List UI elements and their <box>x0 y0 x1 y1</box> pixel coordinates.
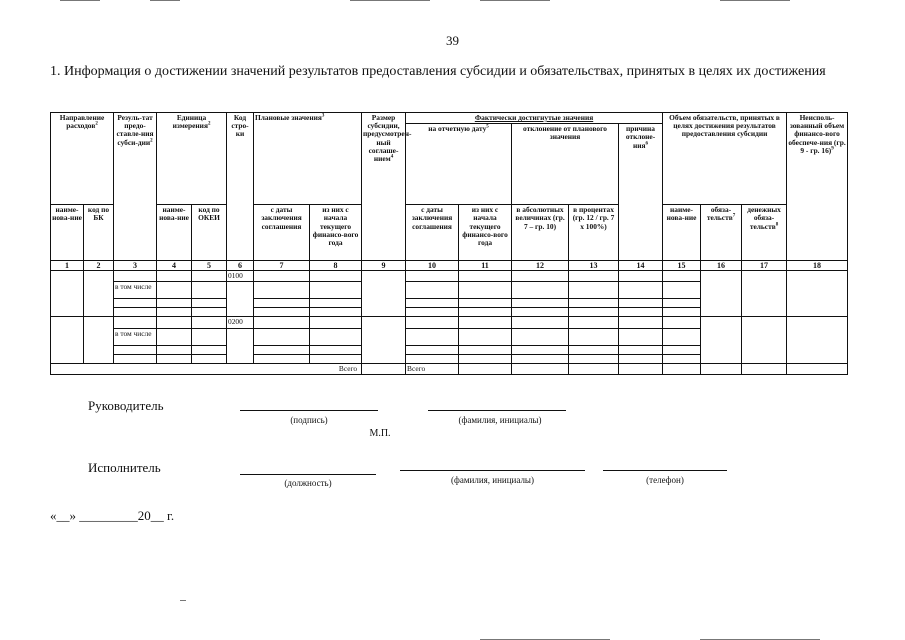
table-cell[interactable] <box>254 271 310 282</box>
col-number: 18 <box>787 261 848 271</box>
table-cell[interactable] <box>227 328 254 363</box>
col-number: 2 <box>84 261 114 271</box>
table-cell[interactable] <box>663 282 701 299</box>
table-cell[interactable] <box>512 317 569 328</box>
table-cell[interactable] <box>157 328 192 345</box>
table-cell[interactable] <box>569 328 619 345</box>
mp-label: М.П. <box>369 428 391 439</box>
phone-line[interactable] <box>603 470 727 471</box>
table-cell[interactable] <box>619 308 663 317</box>
table-cell[interactable] <box>569 271 619 282</box>
table-cell[interactable] <box>787 317 848 363</box>
table-cell[interactable] <box>512 282 569 299</box>
table-cell[interactable] <box>569 345 619 354</box>
col-number: 13 <box>569 261 619 271</box>
table-cell[interactable] <box>512 345 569 354</box>
col-number: 6 <box>227 261 254 271</box>
podpis-caption: (подпись) <box>290 415 328 425</box>
table-cell[interactable] <box>157 308 192 317</box>
col-number: 15 <box>663 261 701 271</box>
col-number: 3 <box>114 261 157 271</box>
total-row <box>51 363 848 374</box>
table-cell[interactable] <box>51 317 84 363</box>
table-cell[interactable] <box>114 299 157 308</box>
header-prichina: причина отклоне-ния$^6$ <box>619 124 663 261</box>
table-cell[interactable] <box>157 345 192 354</box>
results-table <box>50 112 848 375</box>
table-cell[interactable] <box>569 317 619 328</box>
header-iz-nih-2: из них с начала текущего финансо-вого года <box>459 205 512 261</box>
table-cell[interactable] <box>310 354 362 363</box>
signature-line[interactable] <box>240 410 378 411</box>
table-cell[interactable] <box>701 271 742 317</box>
table-cell[interactable] <box>619 328 663 345</box>
table-cell[interactable] <box>254 328 310 345</box>
table-cell[interactable] <box>459 308 512 317</box>
scan-edge-mark <box>480 0 550 1</box>
col-number: 17 <box>742 261 787 271</box>
table-cell[interactable] <box>619 354 663 363</box>
header-abs: в абсолютных величинах (гр. 7 – гр. 10) <box>512 205 569 261</box>
table-cell[interactable] <box>157 271 192 282</box>
table-cell[interactable] <box>310 271 362 282</box>
header-napravlenie: Направление расходов$^2$ <box>51 113 114 205</box>
total-label: Всего <box>406 363 459 374</box>
table-cell[interactable] <box>254 345 310 354</box>
table-cell[interactable] <box>512 354 569 363</box>
header-kod-bk: код по БК <box>84 205 114 261</box>
header-fakt: Фактически достигнутые значения <box>406 113 663 124</box>
header-obyaz: обяза-тельств$^7$ <box>701 205 742 261</box>
scan-edge-mark <box>60 0 100 1</box>
table-cell[interactable] <box>192 308 227 317</box>
table-cell[interactable] <box>362 363 406 374</box>
table-row <box>51 317 848 328</box>
header-s-daty-1: с даты заключения соглашения <box>254 205 310 261</box>
table-cell[interactable] <box>406 354 459 363</box>
table-cell[interactable] <box>114 354 157 363</box>
header-iz-nih-1: из них с начала текущего финансо-вого года <box>310 205 362 261</box>
table-cell[interactable] <box>459 363 512 374</box>
scan-edge-mark <box>350 0 430 1</box>
header-pct: в процентах (гр. 12 / гр. 7 х 100%) <box>569 205 619 261</box>
table-cell[interactable] <box>512 271 569 282</box>
header-obem: Объем обязательств, принятых в целях достижения результатов предоставления субсидии <box>663 113 787 205</box>
table-cell[interactable] <box>619 299 663 308</box>
table-cell[interactable] <box>701 363 742 374</box>
col-number: 1 <box>51 261 84 271</box>
table-cell[interactable] <box>512 299 569 308</box>
table-cell[interactable] <box>310 299 362 308</box>
table-cell[interactable] <box>192 299 227 308</box>
table-cell[interactable] <box>787 363 848 374</box>
table-cell[interactable] <box>569 363 619 374</box>
header-razmer: Размер субсидии, предусмотрен-ный соглаше-нием$^4$ <box>362 113 406 261</box>
table-cell[interactable] <box>310 282 362 299</box>
table-cell[interactable] <box>663 345 701 354</box>
table-cell[interactable] <box>512 308 569 317</box>
header-otklonenie: отклонение от планового значения <box>512 124 619 205</box>
table-cell[interactable] <box>787 271 848 317</box>
table-cell[interactable] <box>192 282 227 299</box>
table-cell[interactable] <box>192 354 227 363</box>
col-number: 14 <box>619 261 663 271</box>
fio-line-2[interactable] <box>400 470 585 471</box>
table-cell[interactable] <box>742 271 787 317</box>
col-number: 4 <box>157 261 192 271</box>
table-cell[interactable] <box>512 363 569 374</box>
table-cell[interactable] <box>459 328 512 345</box>
table-cell[interactable] <box>310 345 362 354</box>
table-cell[interactable] <box>569 282 619 299</box>
fio-caption-2: (фамилия, инициалы) <box>451 475 534 485</box>
table-cell[interactable] <box>254 299 310 308</box>
header-naim-3: наиме-нова-ние <box>663 205 701 261</box>
position-line[interactable] <box>240 474 376 475</box>
header-den: денежных обяза-тельств$^8$ <box>742 205 787 261</box>
table-cell[interactable] <box>254 317 310 328</box>
table-cell[interactable] <box>663 299 701 308</box>
table-cell[interactable] <box>406 328 459 345</box>
table-cell[interactable] <box>459 317 512 328</box>
table-cell[interactable] <box>362 271 406 317</box>
table-cell[interactable] <box>406 299 459 308</box>
v-tom-chisle-label: в том числе <box>114 282 157 299</box>
table-cell[interactable] <box>157 317 192 328</box>
total-label: Всего <box>51 363 362 374</box>
row-code-0200: 0200 <box>227 317 254 328</box>
header-neisp: Неисполь-зованный объем финансо-вого обеспече-ния (гр. 9 - гр. 16)$^9$ <box>787 113 848 261</box>
table-cell[interactable] <box>406 282 459 299</box>
scan-edge-mark <box>150 0 180 1</box>
table-cell[interactable] <box>157 282 192 299</box>
fio-caption: (фамилия, инициалы) <box>458 415 542 425</box>
table-cell[interactable] <box>192 328 227 345</box>
table-cell[interactable] <box>569 299 619 308</box>
table-cell[interactable] <box>406 308 459 317</box>
table-cell[interactable] <box>84 317 114 363</box>
table-cell[interactable] <box>406 271 459 282</box>
table-cell[interactable] <box>51 271 84 317</box>
table-cell[interactable] <box>406 317 459 328</box>
table-cell[interactable] <box>663 354 701 363</box>
table-cell[interactable] <box>459 299 512 308</box>
header-rezultat: Резуль-тат предо-ставле-ния субси-дии$^2$ <box>114 113 157 261</box>
table-cell[interactable] <box>192 317 227 328</box>
table-cell[interactable] <box>459 345 512 354</box>
dolzhnost-caption: (должность) <box>284 478 332 488</box>
table-cell[interactable] <box>459 354 512 363</box>
col-number: 8 <box>310 261 362 271</box>
table-cell[interactable] <box>512 328 569 345</box>
table-row <box>51 271 848 282</box>
table-cell[interactable] <box>569 308 619 317</box>
table-cell[interactable] <box>310 308 362 317</box>
table-cell[interactable] <box>619 282 663 299</box>
table-cell[interactable] <box>192 271 227 282</box>
table-cell[interactable] <box>663 363 701 374</box>
v-tom-chisle-label: в том числе <box>114 328 157 345</box>
table-cell[interactable] <box>114 345 157 354</box>
head-label: Руководитель <box>88 398 164 413</box>
table-cell[interactable] <box>569 354 619 363</box>
page-number: 39 <box>446 33 459 48</box>
header-edinica: Единица измерения$^2$ <box>157 113 227 205</box>
table-cell[interactable] <box>114 271 157 282</box>
col-number: 5 <box>192 261 227 271</box>
table-cell[interactable] <box>619 363 663 374</box>
table-cell[interactable] <box>362 317 406 363</box>
scan-edge-mark <box>180 600 186 601</box>
col-number: 12 <box>512 261 569 271</box>
header-naim-1: наиме-нова-ние <box>51 205 84 261</box>
col-number: 11 <box>459 261 512 271</box>
table-cell[interactable] <box>310 328 362 345</box>
table-cell[interactable] <box>742 363 787 374</box>
row-code-0100: 0100 <box>227 271 254 282</box>
header-s-daty-2: с даты заключения соглашения <box>406 205 459 261</box>
table-cell[interactable] <box>254 354 310 363</box>
table-cell[interactable] <box>663 271 701 282</box>
col-number: 10 <box>406 261 459 271</box>
table-cell[interactable] <box>459 271 512 282</box>
table-cell[interactable] <box>192 345 227 354</box>
header-kod-okei: код по ОКЕИ <box>192 205 227 261</box>
header-na-datu: на отчетную дату$^5$ <box>406 124 512 205</box>
column-numbers-row <box>51 261 848 271</box>
table-cell[interactable] <box>114 308 157 317</box>
executor-label: Исполнитель <box>88 460 161 475</box>
table-cell[interactable] <box>254 308 310 317</box>
col-number: 16 <box>701 261 742 271</box>
table-cell[interactable] <box>619 271 663 282</box>
section-heading: 1. Информация о достижении значений результатов предоставления субсидии и обязательствах, принятых в целях их достижения <box>50 64 826 79</box>
scan-edge-mark <box>720 0 790 1</box>
header-plan: Плановые значения$^3$ <box>254 113 362 205</box>
table-cell[interactable] <box>227 282 254 317</box>
table-cell[interactable] <box>619 317 663 328</box>
table-cell[interactable] <box>310 317 362 328</box>
table-cell[interactable] <box>84 271 114 317</box>
table-cell[interactable] <box>114 317 157 328</box>
fio-line[interactable] <box>428 410 566 411</box>
table-cell[interactable] <box>254 282 310 299</box>
col-number: 9 <box>362 261 406 271</box>
telefon-caption: (телефон) <box>646 475 684 485</box>
table-cell[interactable] <box>619 345 663 354</box>
col-number: 7 <box>254 261 310 271</box>
table-cell[interactable] <box>157 354 192 363</box>
table-cell[interactable] <box>701 317 742 363</box>
table-cell[interactable] <box>459 282 512 299</box>
table-cell[interactable] <box>742 317 787 363</box>
table-cell[interactable] <box>157 299 192 308</box>
header-naim-2: наиме-нова-ние <box>157 205 192 261</box>
table-cell[interactable] <box>663 328 701 345</box>
table-cell[interactable] <box>406 345 459 354</box>
table-cell[interactable] <box>663 317 701 328</box>
date-line[interactable]: «__» _________20__ г. <box>50 508 175 523</box>
table-cell[interactable] <box>663 308 701 317</box>
header-kod-stroki: Код стро-ки <box>227 113 254 261</box>
